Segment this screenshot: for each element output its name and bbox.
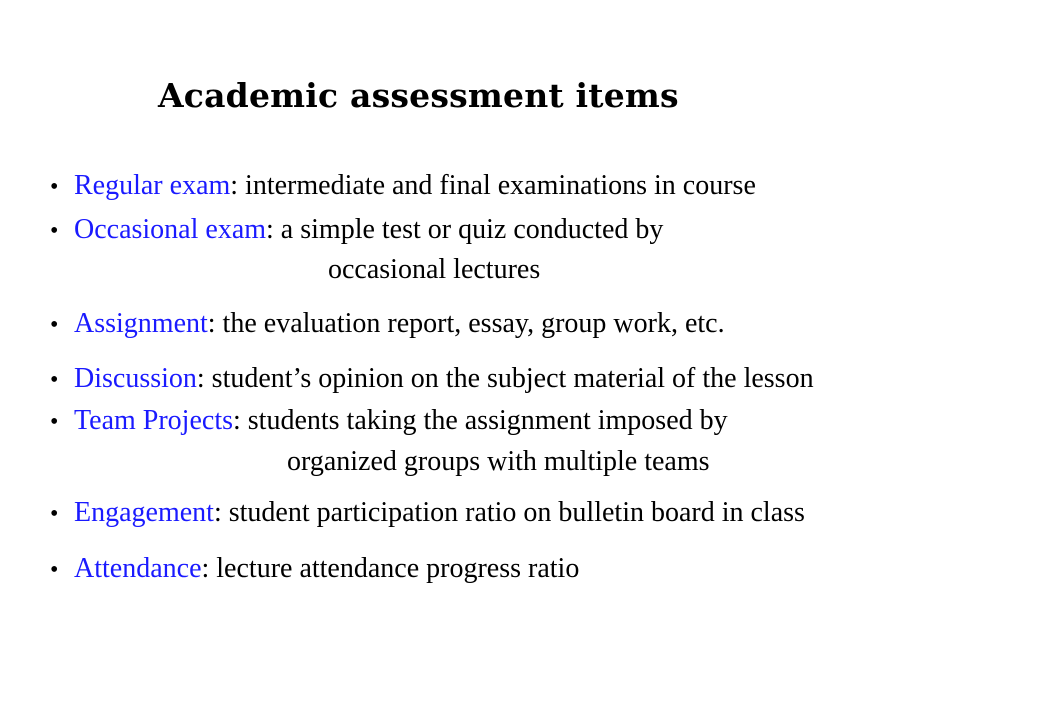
list-item-regular-exam [50,170,756,203]
item-description: : lecture attendance progress ratio [201,553,580,584]
bullet-icon: • [50,218,59,244]
list-item-assignment [50,308,725,341]
item-term: Attendance [74,553,202,584]
item-description: : students taking the assignment imposed by [233,405,728,436]
item-term: Assignment [74,308,208,339]
slide-title: Academic assessment items [158,76,679,115]
list-item-engagement [50,497,805,530]
item-description: : intermediate and final examinations in course [230,170,756,201]
item-term: Team Projects [74,405,233,436]
item-description: : the evaluation report, essay, group work, etc. [207,308,725,339]
bullet-icon: • [50,501,59,527]
item-term: Discussion [74,363,197,394]
bullet-icon: • [50,174,59,200]
bullet-icon: • [50,367,59,393]
item-description: : student’s opinion on the subject material of the lesson [196,363,814,394]
item-term: Engagement [74,497,214,528]
bullet-icon: • [50,409,59,435]
item-description: : a simple test or quiz conducted by [266,214,664,245]
item-term: Regular exam [74,170,231,201]
list-item-discussion [50,363,814,396]
item-term: Occasional exam [74,214,267,245]
list-item-team-projects [50,405,728,438]
item-description: : student participation ratio on bulletin board in class [213,497,805,528]
item-description-continuation: occasional lectures [328,254,541,285]
bullet-icon: • [50,557,59,583]
list-item-attendance [50,553,579,586]
bullet-icon: • [50,312,59,338]
item-description-continuation: organized groups with multiple teams [287,446,710,477]
list-item-occasional-exam [50,214,663,247]
